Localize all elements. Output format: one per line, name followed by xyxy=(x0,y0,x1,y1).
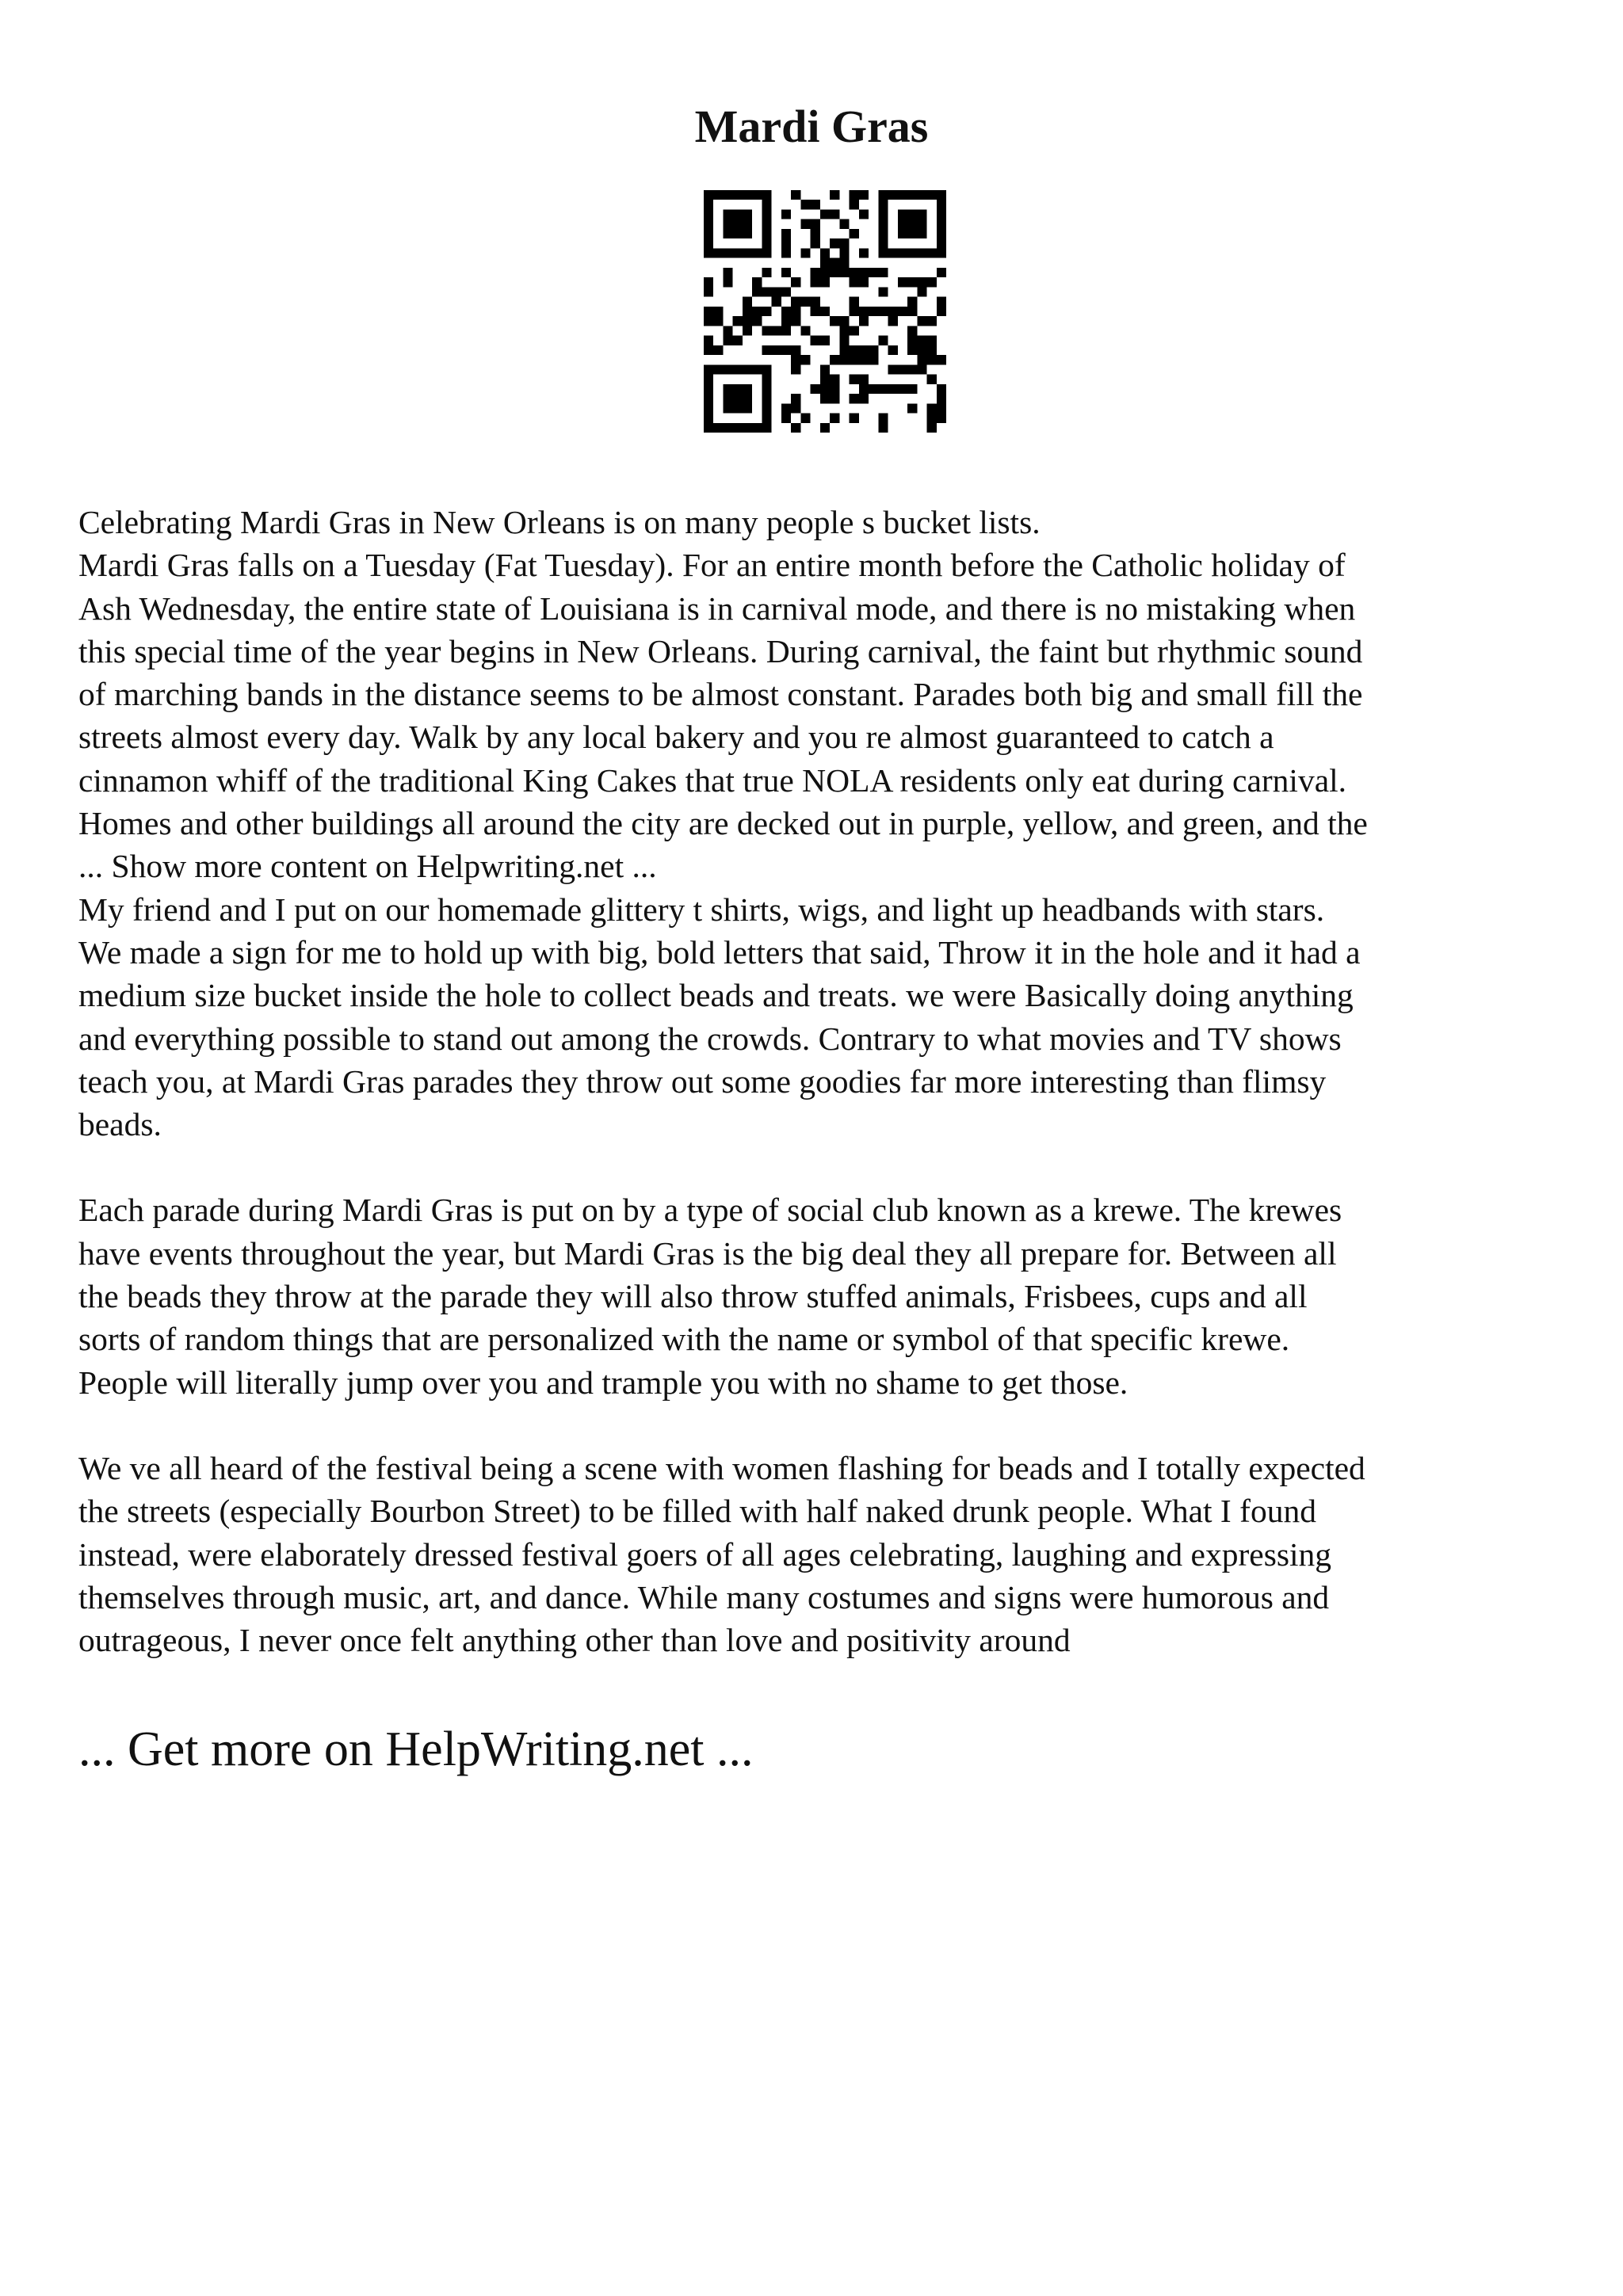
qr-code-graphic xyxy=(704,190,946,433)
show-more-link[interactable]: ... Show more content on Helpwriting.net ... xyxy=(78,848,657,885)
qr-finder xyxy=(704,364,713,433)
qr-module xyxy=(850,268,859,277)
qr-module xyxy=(859,209,869,219)
qr-finder xyxy=(704,190,772,200)
qr-module xyxy=(800,200,810,209)
qr-module xyxy=(839,336,849,345)
qr-module xyxy=(811,336,820,345)
qr-module xyxy=(820,375,830,384)
qr-module xyxy=(820,307,830,316)
qr-module xyxy=(752,307,762,316)
qr-module xyxy=(907,336,917,345)
qr-module xyxy=(820,209,830,219)
paragraph-line: Homes and other buildings all around the city are decked out in purple, yellow, and green, and the xyxy=(78,805,1368,842)
qr-module xyxy=(791,364,800,374)
qr-module xyxy=(927,277,937,287)
qr-module xyxy=(869,268,878,277)
qr-module xyxy=(937,355,946,364)
qr-module xyxy=(762,287,771,296)
paragraph-line: the streets (especially Bourbon Street) to be filled with half naked drunk people. What I found xyxy=(78,1493,1316,1530)
qr-finder xyxy=(704,248,772,257)
qr-module xyxy=(762,345,771,355)
qr-module xyxy=(850,307,859,316)
qr-module xyxy=(859,277,869,287)
paragraph-line: this special time of the year begins in New Orleans. During carnival, the faint but rhythmic sound xyxy=(78,632,1363,669)
qr-module xyxy=(830,258,839,268)
qr-module xyxy=(743,316,752,326)
paragraph-line: teach you, at Mardi Gras parades they throw out some goodies far more interesting than flimsy xyxy=(78,1062,1327,1100)
paragraph-line: Each parade during Mardi Gras is put on by a type of social club known as a krewe. The krewes xyxy=(78,1192,1342,1229)
qr-module xyxy=(811,219,820,229)
qr-module xyxy=(888,384,898,394)
qr-module xyxy=(888,364,898,374)
qr-module xyxy=(850,200,859,209)
qr-module xyxy=(839,248,849,257)
paragraph-line: sorts of random things that are personalized with the name or symbol of that specific krewe. xyxy=(78,1321,1290,1358)
qr-module xyxy=(898,364,907,374)
qr-module xyxy=(917,287,926,296)
document-title: Mardi Gras xyxy=(694,101,929,152)
qr-module xyxy=(772,326,781,335)
qr-module xyxy=(917,336,926,345)
qr-module xyxy=(859,394,869,403)
qr-module xyxy=(781,307,791,316)
qr-module xyxy=(898,307,907,316)
qr-module xyxy=(927,316,937,326)
qr-module xyxy=(791,355,800,364)
qr-module xyxy=(820,384,830,394)
qr-module xyxy=(781,248,791,257)
qr-module xyxy=(839,326,849,335)
qr-module xyxy=(907,384,917,394)
qr-module xyxy=(898,277,907,287)
qr-module xyxy=(781,326,791,335)
qr-module xyxy=(937,307,946,316)
qr-module xyxy=(830,190,839,200)
qr-module xyxy=(850,229,859,238)
qr-module xyxy=(791,307,800,316)
qr-module xyxy=(850,326,859,335)
get-more-link[interactable]: ... Get more on HelpWriting.net ... xyxy=(78,1722,754,1776)
qr-finder xyxy=(723,209,752,238)
qr-module xyxy=(781,316,791,326)
paragraph-spacer xyxy=(78,1146,1552,1188)
qr-code-icon xyxy=(704,190,946,433)
qr-finder xyxy=(878,190,946,200)
qr-module xyxy=(743,326,752,335)
qr-module xyxy=(762,268,771,277)
qr-module xyxy=(839,316,849,326)
qr-module xyxy=(800,219,810,229)
qr-finder xyxy=(898,209,927,238)
qr-module xyxy=(752,277,762,287)
qr-module xyxy=(830,268,839,277)
qr-module xyxy=(859,375,869,384)
qr-finder xyxy=(762,190,771,258)
paragraph-line: medium size bucket inside the hole to collect beads and treats. we were Basically doing anything xyxy=(78,977,1354,1014)
qr-finder xyxy=(762,364,771,433)
qr-module xyxy=(850,355,859,364)
paragraph-2 xyxy=(78,1188,1552,1403)
qr-module xyxy=(907,345,917,355)
qr-module xyxy=(830,414,839,423)
qr-module xyxy=(850,277,859,287)
qr-module xyxy=(791,345,800,355)
qr-module xyxy=(772,297,781,307)
qr-module xyxy=(800,248,810,257)
qr-module xyxy=(704,277,713,287)
qr-module xyxy=(723,336,732,345)
qr-module xyxy=(859,384,869,394)
paragraph-line: instead, were elaborately dressed festival goers of all ages celebrating, laughing and expressing xyxy=(78,1535,1332,1573)
qr-module xyxy=(859,345,869,355)
qr-module xyxy=(830,394,839,403)
qr-module xyxy=(800,355,810,364)
qr-module xyxy=(907,326,917,335)
qr-module xyxy=(850,394,859,403)
qr-module xyxy=(859,355,869,364)
qr-module xyxy=(878,287,888,296)
paragraph-line: cinnamon whiff of the traditional King Cakes that true NOLA residents only eat during carnival. xyxy=(78,761,1347,799)
paragraph-3 xyxy=(78,1447,1552,1661)
qr-module xyxy=(704,336,713,345)
qr-module xyxy=(917,364,926,374)
qr-module xyxy=(820,394,830,403)
paragraph-line: the beads they throw at the parade they will also throw stuffed animals, Frisbees, cups and all xyxy=(78,1278,1308,1315)
qr-module xyxy=(820,336,830,345)
qr-module xyxy=(811,238,820,248)
qr-module xyxy=(743,297,752,307)
qr-module xyxy=(859,307,869,316)
paragraph-line: We ve all heard of the festival being a scene with women flashing for beads and I totally expected xyxy=(78,1449,1365,1486)
paragraph-line: and everything possible to stand out among the crowds. Contrary to what movies and TV shows xyxy=(78,1020,1342,1057)
qr-module xyxy=(878,423,888,433)
qr-module xyxy=(713,307,723,316)
qr-module xyxy=(839,219,849,229)
qr-module xyxy=(830,355,839,364)
qr-module xyxy=(800,414,810,423)
qr-module xyxy=(811,307,820,316)
paragraph-line: People will literally jump over you and trample you with no shame to get those. xyxy=(78,1363,1128,1401)
paragraph-line: have events throughout the year, but Mardi Gras is the big deal they all prepare for. Between all xyxy=(78,1234,1337,1272)
paragraph-spacer xyxy=(78,1404,1552,1447)
qr-module xyxy=(937,403,946,413)
qr-module xyxy=(927,414,937,423)
qr-module xyxy=(772,287,781,296)
paragraph-line: Mardi Gras falls on a Tuesday (Fat Tuesday). For an entire month before the Catholic holiday of xyxy=(78,547,1346,584)
qr-module xyxy=(937,268,946,277)
qr-module xyxy=(869,345,878,355)
document-body xyxy=(78,501,1552,1661)
qr-module xyxy=(811,297,820,307)
qr-module xyxy=(878,268,888,277)
qr-module xyxy=(869,384,878,394)
qr-module xyxy=(791,394,800,403)
qr-module xyxy=(791,277,800,287)
qr-module xyxy=(781,268,791,277)
qr-module xyxy=(830,209,839,219)
qr-module xyxy=(820,277,830,287)
qr-module xyxy=(927,403,937,413)
qr-module xyxy=(791,403,800,413)
qr-module xyxy=(781,403,791,413)
qr-module xyxy=(781,287,791,296)
qr-module xyxy=(937,297,946,307)
qr-module xyxy=(927,355,937,364)
paragraph-line: Ash Wednesday, the entire state of Louisiana is in carnival mode, and there is no mistaking when xyxy=(78,589,1356,627)
qr-module xyxy=(937,384,946,394)
qr-module xyxy=(811,384,820,394)
qr-module xyxy=(781,345,791,355)
paragraph-line: beads. xyxy=(78,1106,162,1143)
qr-module xyxy=(859,316,869,326)
qr-module xyxy=(820,423,830,433)
qr-module xyxy=(917,355,926,364)
qr-module xyxy=(791,190,800,200)
qr-module xyxy=(704,287,713,296)
qr-module xyxy=(839,258,849,268)
qr-module xyxy=(937,394,946,403)
qr-module xyxy=(752,316,762,326)
qr-module xyxy=(898,384,907,394)
qr-module xyxy=(781,229,791,238)
qr-module xyxy=(811,277,820,287)
qr-module xyxy=(907,307,917,316)
qr-module xyxy=(781,238,791,248)
qr-module xyxy=(927,336,937,345)
qr-module xyxy=(791,297,800,307)
qr-module xyxy=(878,414,888,423)
qr-finder xyxy=(937,190,946,258)
qr-module xyxy=(907,277,917,287)
qr-module xyxy=(878,384,888,394)
qr-module xyxy=(927,345,937,355)
qr-finder xyxy=(723,384,752,414)
qr-module xyxy=(878,336,888,345)
qr-module xyxy=(820,364,830,374)
qr-module xyxy=(850,345,859,355)
paragraph-line: streets almost every day. Walk by any local bakery and you re almost guaranteed to catch a xyxy=(78,719,1274,756)
paragraph-1 xyxy=(78,501,1552,1146)
qr-module xyxy=(733,316,743,326)
qr-module xyxy=(743,307,752,316)
qr-module xyxy=(927,423,937,433)
qr-module xyxy=(869,355,878,364)
qr-module xyxy=(704,345,713,355)
qr-module xyxy=(820,268,830,277)
qr-module xyxy=(927,375,937,384)
qr-module xyxy=(762,326,771,335)
paragraph-line: My friend and I put on our homemade glittery t shirts, wigs, and light up headbands with stars. xyxy=(78,891,1325,928)
qr-module xyxy=(723,277,732,287)
qr-module xyxy=(859,268,869,277)
qr-module xyxy=(850,414,859,423)
qr-module xyxy=(830,316,839,326)
paragraph-line: of marching bands in the distance seems to be almost constant. Parades both big and small fill the xyxy=(78,676,1363,713)
qr-module xyxy=(917,345,926,355)
qr-module xyxy=(811,200,820,209)
qr-module xyxy=(917,277,926,287)
qr-module xyxy=(800,297,810,307)
paragraph-line: Celebrating Mardi Gras in New Orleans is on many people s bucket lists. xyxy=(78,504,1041,540)
qr-module xyxy=(811,268,820,277)
qr-finder xyxy=(704,364,772,374)
qr-module xyxy=(704,307,713,316)
qr-module xyxy=(713,345,723,355)
paragraph-line: themselves through music, art, and dance. While many costumes and signs were humorous and xyxy=(78,1578,1330,1615)
qr-module xyxy=(869,307,878,316)
paragraph-line: outrageous, I never once felt anything other than love and positivity around xyxy=(78,1622,1071,1659)
qr-module xyxy=(820,248,830,257)
qr-module xyxy=(839,345,849,355)
qr-module xyxy=(830,375,839,384)
paragraph-line: We made a sign for me to hold up with big, bold letters that said, Throw it in the hole and it had a xyxy=(78,933,1361,971)
qr-module xyxy=(713,316,723,326)
qr-module xyxy=(839,268,849,277)
qr-module xyxy=(772,345,781,355)
qr-finder xyxy=(878,190,888,258)
qr-module xyxy=(723,268,732,277)
qr-module xyxy=(781,209,791,219)
qr-module xyxy=(888,345,898,355)
qr-module xyxy=(830,384,839,394)
qr-module xyxy=(704,316,713,326)
qr-module xyxy=(781,414,791,423)
qr-finder xyxy=(878,248,946,257)
qr-module xyxy=(917,316,926,326)
qr-module xyxy=(762,307,771,316)
qr-module xyxy=(859,190,869,200)
qr-module xyxy=(850,190,859,200)
qr-module xyxy=(888,307,898,316)
qr-module xyxy=(839,238,849,248)
qr-module xyxy=(830,238,839,248)
qr-module xyxy=(907,364,917,374)
qr-module xyxy=(800,326,810,335)
qr-module xyxy=(791,423,800,433)
qr-module xyxy=(723,326,732,335)
qr-module xyxy=(820,258,830,268)
qr-module xyxy=(839,355,849,364)
qr-module xyxy=(850,375,859,384)
qr-module xyxy=(733,336,743,345)
qr-finder xyxy=(704,423,772,433)
qr-module xyxy=(859,248,869,257)
qr-module xyxy=(752,287,762,296)
qr-module xyxy=(850,297,859,307)
qr-module xyxy=(878,307,888,316)
qr-module xyxy=(811,229,820,238)
qr-module xyxy=(907,297,917,307)
qr-module xyxy=(907,403,917,413)
qr-module xyxy=(791,316,800,326)
qr-module xyxy=(888,316,898,326)
qr-module xyxy=(937,414,946,423)
qr-finder xyxy=(704,190,713,258)
